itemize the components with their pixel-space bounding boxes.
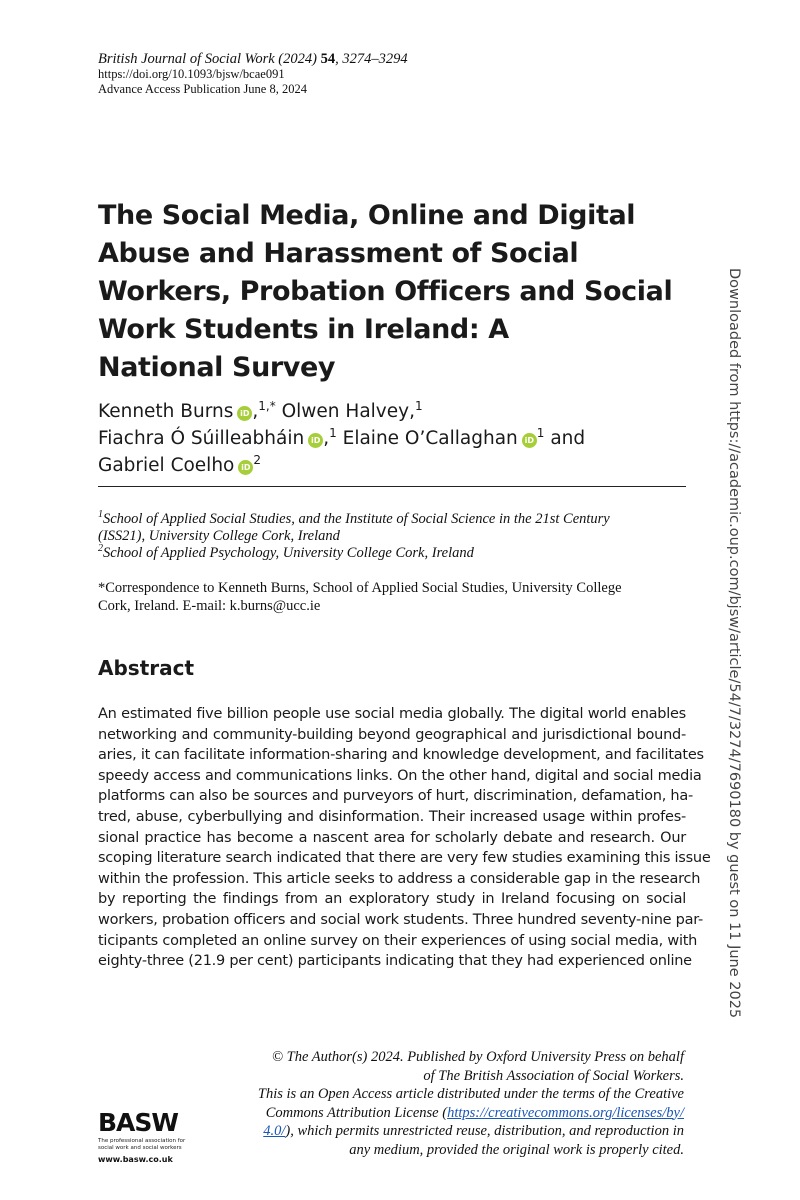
abstract-line: sional practice has become a nascent area for scholarly debate and research. Our — [98, 829, 686, 846]
license-link[interactable]: 4.0/ — [263, 1123, 286, 1139]
abstract-line: workers, probation officers and social work students. Three hundred seventy-nine par- — [98, 911, 704, 928]
basw-logo — [98, 1110, 188, 1164]
author-name: Gabriel Coelho — [98, 455, 235, 476]
affiliation-text: School of Applied Social Studies, and the Institute of Social Science in the 21st Century — [103, 511, 610, 527]
abstract-line: platforms can also be sources and purveyors of hurt, discrimination, defamation, ha- — [98, 788, 693, 805]
orcid-icon[interactable]: iD — [522, 433, 537, 448]
abstract-line: aries, it can facilitate information-sharing and knowledge development, and facilitates — [98, 747, 704, 764]
title-line: Abuse and Harassment of Social — [98, 238, 579, 269]
abstract-line: by reporting the findings from an exploratory study in Ireland focusing on social — [98, 891, 686, 908]
divider — [98, 486, 686, 487]
author-name: Fiachra Ó Súilleabháin — [98, 428, 305, 449]
orcid-icon[interactable]: iD — [237, 406, 252, 421]
abstract-line: An estimated five billion people use social media globally. The digital world enables — [98, 706, 686, 722]
affiliations: $^1$School of Applied Social Studies, and the Institute of Social Science in the 21st Century (ISS21), University College Cork, Ireland $^2$School of Applied Psychology, University College Cork, Ireland — [98, 511, 698, 562]
abstract-line: speedy access and communications links. On the other hand, digital and social media — [98, 767, 702, 784]
download-watermark: Downloaded from https://academic.oup.com/bjsw/article/54/7/3274/7690180 by guest on 11 June 2025 — [726, 268, 742, 1019]
author-name: Olwen Halvey, — [281, 401, 415, 422]
orcid-icon[interactable]: iD — [238, 460, 253, 475]
author-list: Kenneth Burns iD ,$^{1,*}$ Olwen Halvey,$^1$ Fiachra Ó Súilleabháin iD ,$^1$ Elaine O’Callaghan $iD^1$ and Gabriel Coelho $iD^2$ — [98, 398, 586, 476]
license-link[interactable]: https://creativecommons.org/licenses/by/ — [447, 1104, 684, 1121]
abstract-line: tred, abuse, cyberbullying and disinformation. Their increased usage within profes- — [98, 808, 686, 825]
journal-header — [98, 52, 408, 97]
journal-citation: British Journal of Social Work (2024) 54, 3274–3294 — [98, 51, 408, 67]
basw-wordmark: BASW — [98, 1108, 178, 1137]
affiliation-text: (ISS21), University College Cork, Ireland — [98, 528, 340, 544]
title-line: National Survey — [98, 352, 336, 383]
orcid-icon[interactable]: iD — [308, 433, 323, 448]
author-conjunction: and — [550, 428, 586, 449]
abstract-line: networking and community-building beyond geographical and jurisdictional bound- — [98, 726, 686, 743]
affiliation-text: School of Applied Psychology, University College Cork, Ireland — [103, 545, 474, 561]
basw-url[interactable]: www.basw.co.uk — [98, 1155, 173, 1164]
title-line: Work Students in Ireland: A — [98, 314, 509, 345]
correspondence: *Correspondence to Kenneth Burns, School of Applied Social Studies, University College Cork, Ireland. E-mail: k.burns@ucc.ie — [98, 580, 622, 614]
abstract-heading: Abstract — [98, 656, 195, 680]
abstract-line: eighty-three (21.9 per cent) participants indicating that they had experienced online — [98, 953, 692, 970]
abstract-line: ticipants completed an online survey on their experiences of using social media, with — [98, 932, 698, 949]
journal-volume: 54 — [320, 51, 336, 67]
abstract-line: within the profession. This article seeks to address a considerable gap in the research — [98, 870, 701, 887]
advance-access-note: Advance Access Publication June 8, 2024 — [98, 82, 307, 96]
basw-tagline: The professional association for social work and social workers — [98, 1138, 186, 1151]
author-name: Kenneth Burns — [98, 401, 234, 422]
title-line: Workers, Probation Officers and Social — [98, 276, 673, 307]
abstract-body — [98, 704, 711, 972]
author-name: Elaine O’Callaghan — [342, 428, 518, 449]
license-notice: © The Author(s) 2024. Published by Oxford University Press on behalf of The British Association of Social Workers. This is an Open Access article distributed under the terms of the Creative Commons Attribution License (https://creativecommons.org/licenses/by/ 4.0/), which permits unrestricted reuse, distribution, and reproduction in any medium, provided the original work is properly cited. — [257, 1049, 684, 1158]
abstract-line: scoping literature search indicated that there are very few studies examining this issue — [98, 850, 711, 867]
title-line: The Social Media, Online and Digital — [98, 200, 636, 231]
article-title — [98, 197, 678, 387]
doi-link[interactable]: https://doi.org/10.1093/bjsw/bcae091 — [98, 67, 285, 81]
